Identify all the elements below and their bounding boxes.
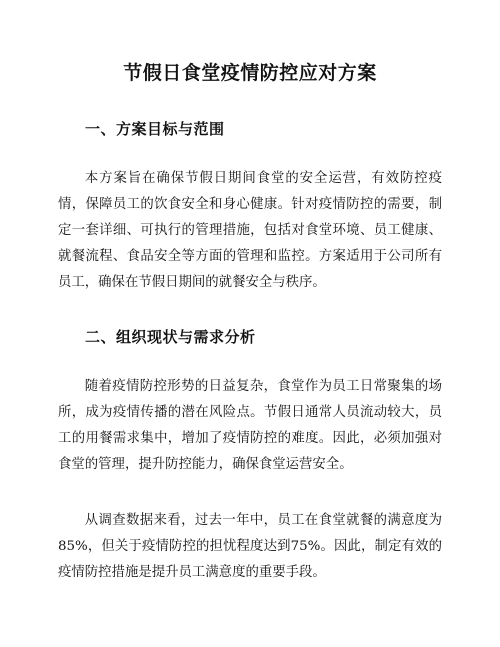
section-heading-goals-scope: 一、方案目标与范围 (85, 120, 225, 138)
document-title: 节假日食堂疫情防控应对方案 (123, 62, 377, 84)
paragraph-survey-data: 从调查数据来看，过去一年中，员工在食堂就餐的满意度为85%，但关于疫情防控的担忧程度达到75%。因此，制定有效的疫情防控措施是提升员工满意度的重要手段。 (58, 513, 442, 580)
section-heading-status-analysis: 二、组织现状与需求分析 (85, 328, 256, 346)
paragraph-status-analysis: 随着疫情防控形势的日益复杂，食堂作为员工日常聚集的场所，成为疫情传播的潜在风险点。节假日通常人员流动较大，员工的用餐需求集中，增加了疫情防控的难度。因此，必须加强对食堂的管理，提升防控能力，确保食堂运营安全。 (58, 379, 442, 472)
paragraph-goals-scope: 本方案旨在确保节假日期间食堂的安全运营，有效防控疫情，保障员工的饮食安全和身心健康。针对疫情防控的需要，制定一套详细、可执行的管理措施，包括对食堂环境、员工健康、就餐流程、食品安全等方面的管理和监控。方案适用于公司所有员工，确保在节假日期间的就餐安全与秩序。 (58, 171, 442, 290)
